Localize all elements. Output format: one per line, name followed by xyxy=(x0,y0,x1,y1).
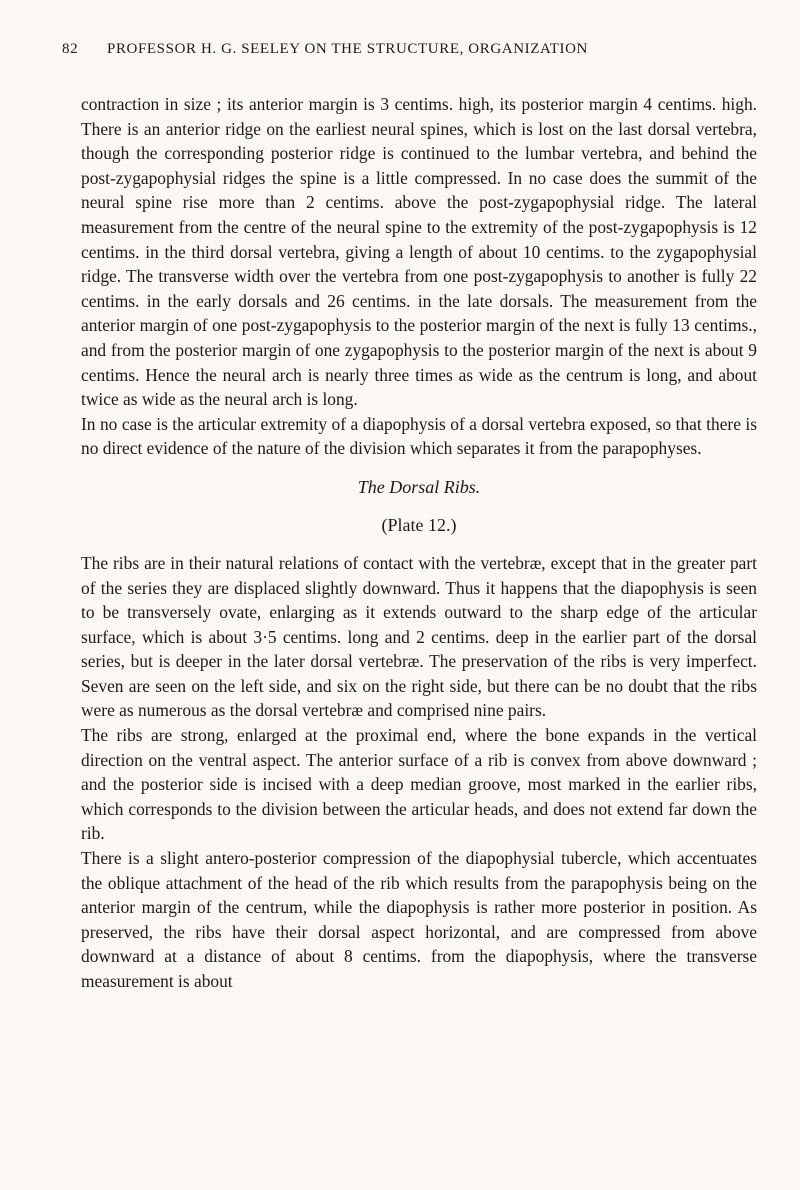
running-head xyxy=(50,41,760,63)
plate-reference: (Plate 12.) xyxy=(381,514,457,535)
paragraph: The ribs are strong, enlarged at the proximal end, where the bone expands in the vertical direction on the ventral aspect. The anterior surface of a rib is convex from above downward ; and the posterior side is incised with a deep median groove, most marked in the earlier ribs, which corresponds to the division between the articular heads, and does not extend far down the rib. xyxy=(81,725,757,844)
running-title: PROFESSOR H. G. SEELEY ON THE STRUCTURE, ORGANIZATION xyxy=(107,41,588,57)
paragraph: There is a slight antero-posterior compression of the diapophysial tubercle, which accentuates the oblique attachment of the head of the rib which results from the parapophysis being on the anterior margin of the centrum, while the diapophysis is rather more posterior in position. As preserved, the ribs have their dorsal aspect horizontal, and are compressed from above downward at a distance of about 8 centims. from the diapophysis, where the transverse measurement is about xyxy=(81,848,757,991)
paragraph: The ribs are in their natural relations of contact with the vertebræ, except that in the greater part of the series they are displaced slightly downward. Thus it happens that the diapophysis is seen to be transversely ovate, enlarging as it extends outward to the sharp edge of the articular surface, which is about 3·5 centims. long and 2 centims. deep in the earlier part of the dorsal series, but is deeper in the later dorsal vertebræ. The preservation of the ribs is very imperfect. Seven are seen on the left side, and six on the right side, but there can be no doubt that the ribs were as numerous as the dorsal vertebræ and comprised nine pairs. xyxy=(81,552,757,721)
section-title: The Dorsal Ribs. xyxy=(357,476,481,497)
paragraph: contraction in size ; its anterior margin is 3 centims. high, its posterior margin 4 centims. high. There is an anterior ridge on the earliest neural spines, which is lost on the last dorsal vertebra, though the corresponding posterior ridge is continued to the lumbar vertebra, and behind the post-zygapophysial ridges the spine is a little compressed. In no case does the summit of the neural spine rise more than 2 centims. above the post-zygapophysial ridge. The lateral measurement from the centre of the neural spine to the extremity of the post-zygapophysis is 12 centims. in the third dorsal vertebra, giving a length of about 10 centims. to the zygapophysial ridge. The transverse width over the vertebra from one post-zygapophysis to another is fully 22 centims. in the early dorsals and 26 centims. in the late dorsals. The measurement from the anterior margin of one post-zygapophysis to the posterior margin of the next is fully 13 centims., and from the posterior margin of one zygapophysis to the posterior margin of the next is about 9 centims. Hence the neural arch is nearly three times as wide as the centrum is long, and about twice as wide as the neural arch is long. xyxy=(81,94,757,410)
page-number: 82 xyxy=(62,41,79,57)
body-text xyxy=(81,92,757,994)
paragraph: In no case is the articular extremity of a diapophysis of a dorsal vertebra exposed, so that there is no direct evidence of the nature of the division which separates it from the parapophyses. xyxy=(81,413,757,459)
